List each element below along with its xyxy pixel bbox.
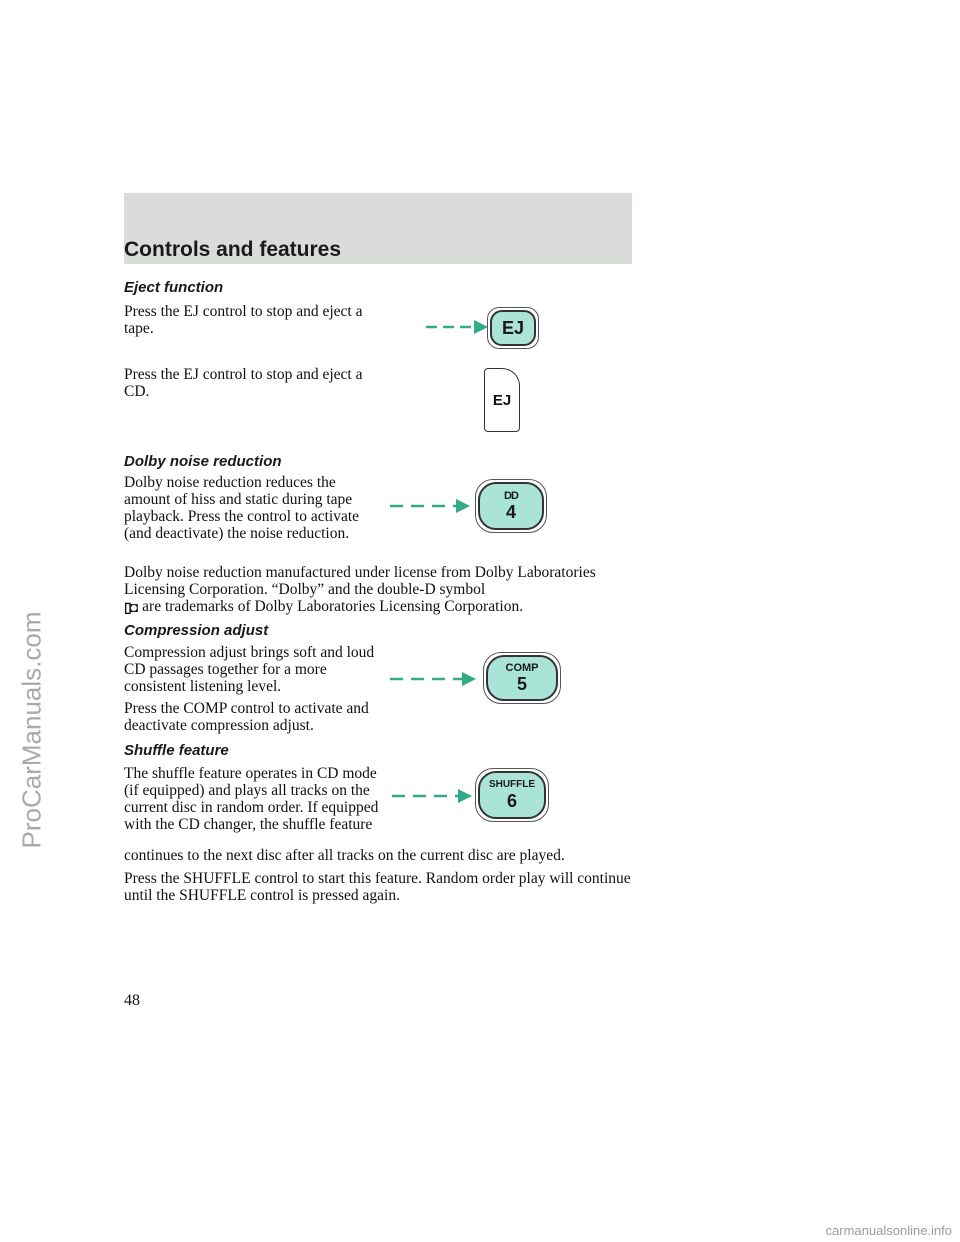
page-title: Controls and features [124,238,342,261]
double-d-icon: ▯◘ [124,599,137,615]
shuffle-button-label: SHUFFLE [488,779,536,790]
dolby-license-text-2 [124,598,644,615]
shuffle-heading: Shuffle feature [124,742,229,759]
comp-button[interactable] [486,655,558,701]
comp-button-label: COMP [505,662,539,674]
dolby-button[interactable] [478,482,544,530]
pointer-arrow-icon [390,670,476,688]
footer-watermark: carmanualsonline.info [825,1223,952,1238]
eject-cd-text: Press the EJ control to stop and eject a CD. [124,366,363,400]
watermark-text: ProCarManuals.com [16,611,47,849]
shuffle-button[interactable] [478,771,546,819]
compression-heading: Compression adjust [124,622,269,639]
dolby-license-trademark: are trademarks of Dolby Laboratories Licensing Corporation. [142,598,524,615]
ej-cd-button[interactable] [484,368,520,432]
eject-heading: Eject function [124,279,224,296]
dolby-button-number: 4 [505,502,516,522]
compression-text: Compression adjust brings soft and loud CD passages together for a more consistent listening level. [124,644,375,695]
shuffle-text: The shuffle feature operates in CD mode (if equipped) and plays all tracks on the current disc in random order. If equipped with the CD changer, the shuffle feature [124,765,379,833]
pointer-arrow-icon [426,318,488,336]
shuffle-text-continued: continues to the next disc after all tracks on the current disc are played. [124,847,565,864]
ej-cd-button-label: EJ [492,391,512,409]
shuffle-button-number: 6 [506,791,517,811]
section-header-band [124,193,632,264]
pointer-arrow-icon [390,497,470,515]
ej-tape-button[interactable] [490,310,536,346]
dolby-button-symbol: DD [504,490,518,502]
dolby-heading: Dolby noise reduction [124,453,282,470]
eject-tape-text: Press the EJ control to stop and eject a tape. [124,303,363,337]
dolby-text: Dolby noise reduction reduces the amount of hiss and static during tape playback. Press the control to activate (and deactivate) the noise reduction. [124,474,360,542]
pointer-arrow-icon [392,787,472,805]
side-watermark [12,520,52,940]
dolby-license-text: Dolby noise reduction manufactured under license from Dolby Laboratories Licensing Corporation. “Dolby” and the double-D symbol [124,564,596,598]
shuffle-text-2: Press the SHUFFLE control to start this feature. Random order play will continue until the SHUFFLE control is pressed again. [124,870,631,904]
comp-button-number: 5 [516,674,527,694]
ej-tape-button-label: EJ [501,318,525,338]
compression-text-2: Press the COMP control to activate and deactivate compression adjust. [124,700,369,734]
page-number: 48 [124,992,140,1009]
